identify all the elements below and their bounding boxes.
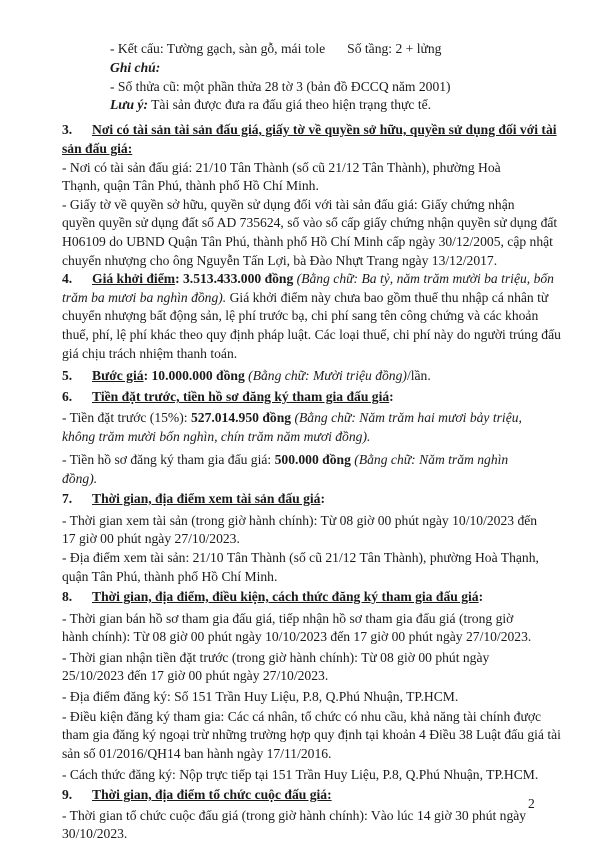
starting-price-value: : 3.513.433.000 đồng (175, 271, 294, 286)
structure-line: - Kết cấu: Tường gạch, sàn gỗ, mái tole Số tầng: 2 + lửng (110, 41, 442, 56)
deposit-receipt-time: - Thời gian nhận tiền đặt trước (trong giờ hành chính): Từ 08 giờ 00 phút ngày (62, 650, 490, 665)
section-3-location: - Nơi có tài sản đấu giá: 21/10 Tân Thành (số cũ 21/12 Tân Thành), phường Hoà (62, 160, 501, 175)
price-step-value: : 10.000.000 đồng (143, 368, 245, 383)
registration-conditions-2: tham gia đăng ký ngoại trừ những trường hợp quy định tại khoản 4 Điều 38 Luật đấu giá tài (62, 727, 561, 742)
starting-price-line-3: chuyển nhượng bất động sản, lệ phí trước bạ, chi phí sang tên công chứng và các khoản (62, 308, 539, 323)
dossier-fee-line: - Tiền hồ sơ đăng ký tham gia đấu giá: 500.000 đồng (Bằng chữ: Năm trăm nghìn (62, 452, 509, 467)
section-7-title: Thời gian, địa điểm xem tài sản đấu giá: (92, 491, 325, 506)
dossier-fee-value: 500.000 đồng (274, 452, 351, 467)
section-3-title: Nơi có tài sản tài sản đấu giá, giấy tờ về quyền sở hữu, quyền sử dụng đối với tài (92, 122, 557, 137)
dossier-fee-words-cont: đồng). (62, 471, 98, 486)
page-number: 2 (528, 796, 535, 811)
parcel-note: - Số thửa cũ: một phần thửa 28 tờ 3 (bản đồ ĐCCQ năm 2001) (110, 79, 451, 94)
section-5-number: 5. (62, 368, 73, 383)
section-6-number: 6. (62, 389, 73, 404)
deposit-words-cont: không trăm mười bốn nghìn, chín trăm năm mươi đồng). (62, 429, 371, 444)
starting-price-line-5: giá chịu trách nhiệm thanh toán. (62, 346, 238, 361)
deposit-value: 527.014.950 đồng (190, 410, 292, 425)
section-3-location-cont: Thạnh, quận Tân Phú, thành phố Hồ Chí Minh. (62, 178, 319, 193)
section-3-papers-4: chuyển nhượng cho ông Nguyễn Tấn Lợi, bà Đào Nhựt Trang ngày 13/12/2017. (62, 253, 498, 268)
section-7-number: 7. (62, 491, 73, 506)
viewing-time-cont: 17 giờ 00 phút ngày 27/10/2023. (62, 531, 240, 546)
section-3-number: 3. (62, 122, 73, 137)
registration-conditions: - Điều kiện đăng ký tham gia: Các cá nhân, tổ chức có nhu cầu, khả năng tài chính được (62, 709, 542, 724)
starting-price-line: Giá khởi điểm: 3.513.433.000 đồng (Bằng chữ: Ba tỷ, năm trăm mười ba triệu, bốn (92, 271, 554, 286)
section-8-number: 8. (62, 589, 73, 604)
starting-price-line-2: trăm ba mươi ba nghìn đồng). Giá khởi điểm này chưa bao gồm thuế thu nhập cá nhân từ (62, 290, 549, 305)
caution-line: Lưu ý: Tài sản được đưa ra đấu giá theo hiện trạng thực tế. (110, 97, 432, 112)
viewing-time: - Thời gian xem tài sản (trong giờ hành chính): Từ 08 giờ 00 phút ngày 10/10/2023 đến (62, 513, 538, 528)
starting-price-line-4: thuế, phí, lệ phí khác theo quy định pháp luật. Các loại thuế, chi phí này do người trúng đấu (62, 327, 561, 342)
section-8-title: Thời gian, địa điểm, điều kiện, cách thức đăng ký tham gia đấu giá: (92, 589, 484, 604)
registration-location: - Địa điểm đăng ký: Số 151 Trần Huy Liệu, P.8, Q.Phú Nhuận, TP.HCM. (62, 689, 459, 704)
dossier-sale-time: - Thời gian bán hồ sơ tham gia đấu giá, tiếp nhận hồ sơ tham gia đấu giá (trong giờ (62, 611, 514, 626)
section-6-title: Tiền đặt trước, tiền hồ sơ đăng ký tham gia đấu giá: (92, 389, 394, 404)
viewing-location-cont: quận Tân Phú, thành phố Hồ Chí Minh. (62, 569, 278, 584)
section-9-number: 9. (62, 787, 73, 802)
section-3-title-cont: sản đấu giá: (62, 141, 133, 156)
section-4-number: 4. (62, 271, 73, 286)
note-heading: Ghi chú: (110, 60, 161, 75)
section-3-papers-3: H06109 do UBND Quận Tân Phú, thành phố Hồ Chí Minh cấp ngày 30/12/2005, cập nhật (62, 234, 553, 249)
auction-time-cont: 30/10/2023. (62, 826, 128, 841)
deposit-receipt-time-cont: 25/10/2023 đến 17 giờ 00 phút ngày 27/10/2023. (62, 668, 329, 683)
viewing-location: - Địa điểm xem tài sản: 21/10 Tân Thành (số cũ 21/12 Tân Thành), phường Hoà Thạnh, (62, 550, 539, 565)
deposit-line: - Tiền đặt trước (15%): 527.014.950 đồng (Bằng chữ: Năm trăm hai mươi bảy triệu, (62, 410, 522, 425)
price-step-line: Bước giá: 10.000.000 đồng (Bằng chữ: Mười triệu đồng)/lần. (92, 368, 431, 383)
section-3-papers: - Giấy tờ về quyền sở hữu, quyền sử dụng đối với tài sản đấu giá: Giấy chứng nhận (62, 197, 515, 212)
auction-time: - Thời gian tổ chức cuộc đấu giá (trong giờ hành chính): Vào lúc 14 giờ 30 phút ngày (62, 808, 527, 823)
section-3-papers-2: quyền quyền sử dụng đất số AD 735624, số vào sổ cấp giấy chứng nhận quyền sử dụng đất (62, 215, 558, 230)
dossier-sale-time-cont: hành chính): Từ 08 giờ 00 phút ngày 10/10/2023 đến 17 giờ 00 phút ngày 27/10/2023. (62, 629, 532, 644)
registration-method: - Cách thức đăng ký: Nộp trực tiếp tại 151 Trần Huy Liệu, P.8, Q.Phú Nhuận, TP.HCM. (62, 767, 539, 782)
section-9-title: Thời gian, địa điểm tổ chức cuộc đấu giá: (92, 787, 332, 802)
registration-conditions-3: sản số 01/2016/QH14 ban hành ngày 17/11/2016. (62, 746, 332, 761)
